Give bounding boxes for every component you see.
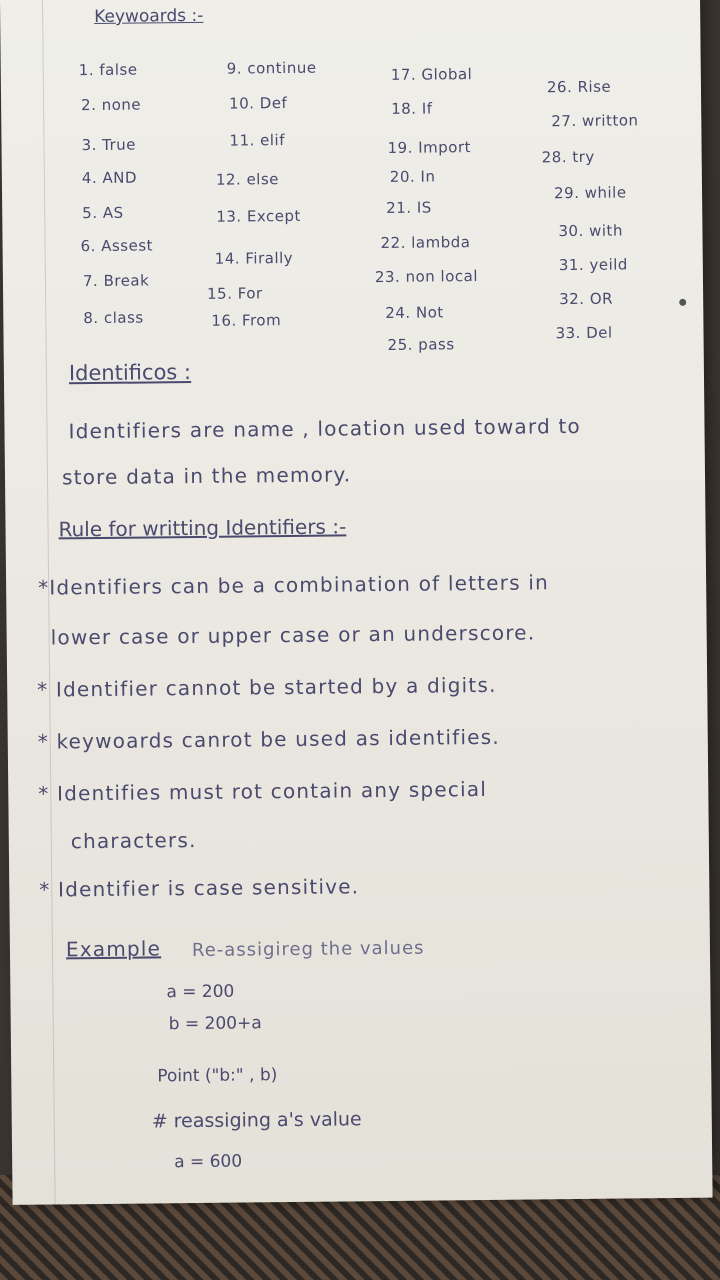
keyword-item: 24. Not bbox=[385, 303, 444, 322]
keyword-item: 14. Firally bbox=[214, 248, 294, 268]
keyword-item: 15. For bbox=[206, 284, 263, 303]
keyword-item: 10. Def bbox=[229, 93, 288, 113]
example-label: Example bbox=[65, 936, 162, 962]
keyword-item: 22. lambda bbox=[380, 233, 471, 253]
code-line: Point ("b:" , b) bbox=[157, 1065, 278, 1087]
code-comment: # reassiging a's value bbox=[151, 1108, 362, 1133]
keyword-item: 7. Break bbox=[82, 271, 150, 291]
example-description: Re-assigireg the values bbox=[191, 937, 425, 962]
identifiers-heading: Identificos : bbox=[68, 360, 192, 386]
code-line: b = 200+a bbox=[168, 1013, 262, 1035]
keyword-item: 13. Except bbox=[216, 206, 301, 226]
keyword-item: 12. else bbox=[215, 170, 280, 189]
keyword-item: 33. Del bbox=[555, 323, 613, 343]
rule-line: * Identifier cannot be started by a digits. bbox=[37, 672, 497, 702]
rule-line: * Identifies must rot contain any special bbox=[38, 776, 488, 806]
keyword-item: 8. class bbox=[83, 308, 144, 328]
rule-line: * Identifier is case sensitive. bbox=[39, 874, 360, 902]
keywords-heading: Keywoards :- bbox=[94, 5, 204, 28]
keyword-item: 32. OR bbox=[559, 289, 614, 309]
keyword-item: 16. From bbox=[211, 311, 282, 330]
keyword-item: 2. none bbox=[81, 95, 142, 115]
keyword-item: 26. Rise bbox=[546, 77, 612, 97]
keyword-item: 20. In bbox=[389, 167, 436, 186]
rule-line: lower case or upper case or an underscore. bbox=[50, 620, 536, 650]
rule-line: characters. bbox=[70, 827, 197, 854]
definition-line: store data in the memory. bbox=[61, 462, 352, 490]
keyword-item: 6. Assest bbox=[80, 236, 154, 256]
keyword-item: 29. while bbox=[553, 183, 627, 203]
rules-heading: Rule for writting Identifiers :- bbox=[58, 514, 347, 542]
keyword-item: 23. non local bbox=[374, 267, 479, 287]
keyword-item: 28. try bbox=[541, 147, 595, 167]
keyword-item: 1. false bbox=[78, 60, 138, 80]
keyword-item: 21. IS bbox=[386, 198, 432, 217]
rule-line: *Identifiers can be a combination of letters in bbox=[38, 570, 550, 600]
keyword-item: 19. Import bbox=[387, 138, 472, 157]
keyword-item: 9. continue bbox=[226, 58, 317, 78]
keyword-item: 5. AS bbox=[82, 203, 124, 223]
ink-dot bbox=[679, 299, 686, 306]
definition-line: Identifiers are name , location used toward to bbox=[68, 413, 582, 444]
keyword-item: 11. elif bbox=[229, 131, 286, 150]
keyword-item: 31. yeild bbox=[558, 255, 628, 275]
rule-line: * keywoards canrot be used as identifies. bbox=[37, 724, 500, 754]
keyword-item: 18. If bbox=[391, 99, 433, 118]
keyword-item: 25. pass bbox=[387, 335, 455, 354]
keyword-item: 3. True bbox=[81, 135, 137, 155]
margin-line bbox=[42, 0, 56, 1204]
keyword-item: 4. AND bbox=[81, 168, 138, 188]
keyword-item: 30. with bbox=[558, 221, 623, 241]
keyword-item: 27. writton bbox=[551, 111, 639, 131]
code-line: a = 600 bbox=[174, 1151, 243, 1173]
code-line: a = 200 bbox=[166, 981, 235, 1003]
keyword-item: 17. Global bbox=[390, 65, 473, 84]
